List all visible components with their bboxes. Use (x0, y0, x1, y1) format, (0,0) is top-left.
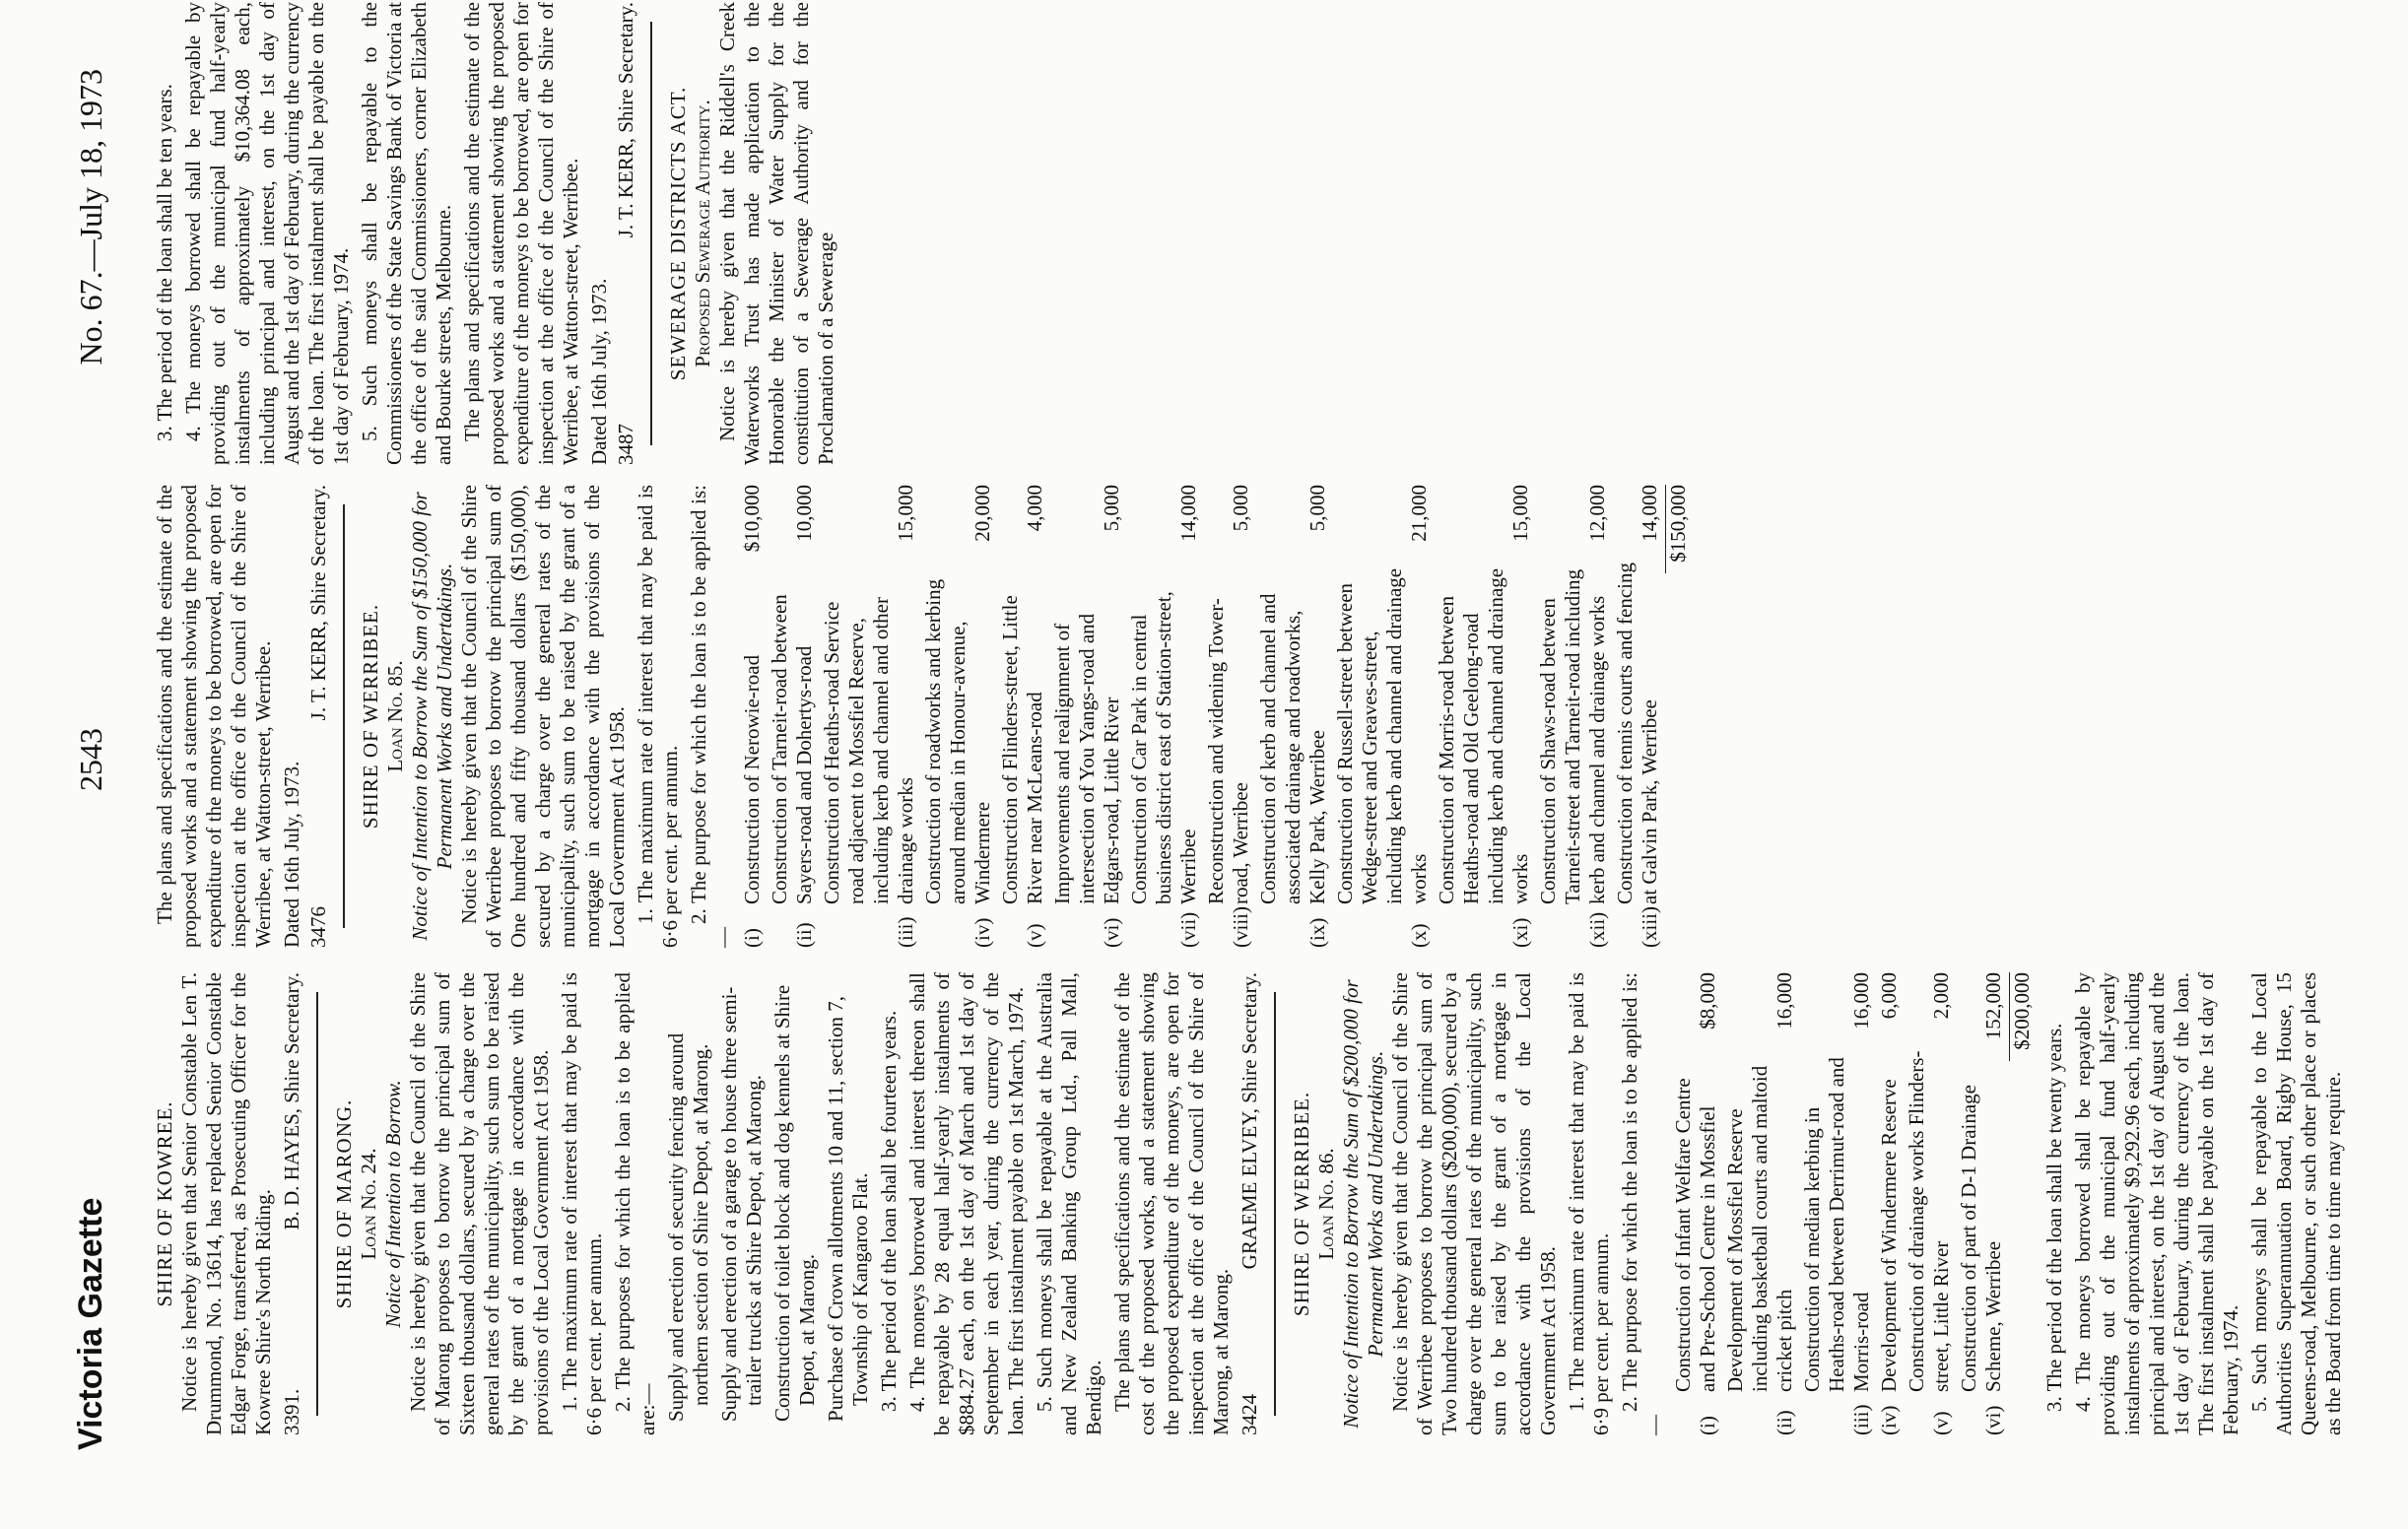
notice-marong (332, 972, 1262, 1435)
notice-para: 5. Such moneys shall be repayable to the Commissioners of the State Savings Bank of Victoria at the office of the said Commissioners, corner Elizabeth and Bourke streets, Melbourne. (358, 2, 455, 465)
notice-ref: 3487 (614, 424, 637, 465)
loan-item-amount: $8,000 (1696, 972, 1719, 1030)
loan-item (1333, 485, 1432, 948)
loan-total: $150,000 (1665, 485, 1691, 948)
loan-item-amount: $10,000 (740, 485, 764, 553)
loan-item-text: Construction of median kerbing in Heaths-road between Derrimut-road and Morris-road (1800, 1057, 1873, 1392)
loan-item (1723, 972, 1797, 1435)
loan-item (1800, 972, 1874, 1435)
signature-line (306, 485, 331, 948)
notice-para: The plans and specifications and the estimate of the proposed works and a statement showing the proposed expenditure of the moneys to be borrowed, are open for inspection at the office of the Council of the Shire of Werribee, at Watton-street, Werribee. (153, 485, 275, 948)
notice-werribee-85-continued (153, 2, 638, 465)
loan-item-number: (v) (1023, 923, 1046, 948)
notice-signature: J. T. KERR, Shire Secretary. (306, 485, 330, 721)
loan-item-text: Construction of Shaws-road between Tarneit-street and Tarneit-road including kerb and channel and drainage works (1536, 568, 1609, 904)
notice-signature: B. D. HAYES, Shire Secretary. (280, 972, 303, 1230)
notice-ref: 3391. (280, 1388, 303, 1435)
notice-heading: SHIRE OF MARONG. (332, 1098, 356, 1309)
notice-signature: GRAEME ELVEY, Shire Secretary. (1237, 972, 1261, 1270)
issue-date: No. 67.—July 18, 1973 (73, 69, 108, 366)
loan-item-text: Construction of roadworks and kerbing around median in Honour-avenue, Windermere (921, 578, 994, 904)
page-number: 2543 (73, 728, 108, 791)
notice-kowree (153, 972, 304, 1435)
loan-item (820, 485, 918, 948)
notice-body: Notice is hereby given that the Riddell's Creek Waterworks Trust has made application to the Honorable the Minister of Water Supply for the constitution of a Sewerage Authority and for the Proclamation of a Sewerage (715, 2, 837, 465)
notice-para: 4. The moneys borrowed shall be repayable by providing out of the municipal fund half-yearly instalments of approximately $9,292.96 each, including principal and interest, on the 1st day of August and the 1st day of February, during the currency of the loan. The first instalment shall be payable on the 1st day of February, 1974. (2071, 972, 2242, 1435)
loan-item (1204, 485, 1253, 948)
signature-line (614, 2, 638, 465)
loan-item-amount: 6,000 (1877, 972, 1901, 1020)
purpose-item: Purchase of Crown allotments 10 and 11, section 7, Township of Kangaroo Flat. (824, 996, 872, 1422)
loan-item-amount: 12,000 (1585, 485, 1609, 542)
loan-item (1127, 485, 1201, 948)
section-rule (650, 22, 652, 445)
loan-item-number: (iii) (894, 916, 917, 948)
loan-item-amount: 16,000 (1849, 972, 1873, 1030)
loan-item (1536, 485, 1610, 948)
loan-item (1435, 485, 1533, 948)
notice-body: Notice is hereby given that Senior Constable Len T. Drummond, No. 13614, has replaced Senior Constable Edgar Forge, transferred, as Prosecuting Officer for the Kowree Shire's North Riding. (177, 972, 275, 1435)
loan-item-amount: 5,000 (1100, 485, 1123, 532)
loan-item-number: (iv) (1877, 1405, 1901, 1435)
page-header (72, 69, 138, 1450)
notice-heading: SHIRE OF WERRIBEE. (1290, 1091, 1313, 1317)
loan-item-amount: 5,000 (1229, 485, 1252, 532)
loan-item (998, 485, 1047, 948)
notice-para: 3. The period of the loan shall be ten years. (153, 84, 176, 441)
loan-item-text: Construction of Morris-road between Heaths-road and Old Geelong-road including kerb and channel and drainage works (1435, 567, 1532, 904)
loan-item-amount: 5,000 (1305, 485, 1329, 532)
loan-item-number: (viii) (1229, 906, 1252, 948)
purpose-item: Supply and erection of a garage to house three semi-trailer trucks at Shire Depot, at Marong. (717, 986, 766, 1422)
loan-item (1050, 485, 1124, 948)
signature-line (280, 972, 304, 1435)
loan-item-text: Construction of Heaths-road Service road adjacent to Mossfiel Reserve, including kerb and channel and other drainage works (820, 597, 917, 904)
notice-para: 1. The maximum rate of interest that may be paid is 6·6 per cent. per annum. (558, 972, 606, 1435)
notice-para: 5. Such moneys shall be repayable to the Local Authorities Superannuation Board, Rigby House, 15 Queens-road, Melbourne, or such other place or places as the Board from time to time may require. (2247, 972, 2345, 1435)
column-3 (153, 2, 842, 465)
notice-werribee-86 (1290, 972, 2346, 1435)
loan-item (1613, 485, 1662, 948)
notice-para: 2. The purpose for which the loan is to be applied is:— (1618, 972, 1666, 1435)
notice-intro: Notice is hereby given that the Council of the Shire of Marong proposes to borrow the principal sum of Sixteen thousand dollars, secured by a charge over the general rates of the municipality, such sum to be raised by the grant of a mortgage in accordance with the provisions of the Local Government Act 1958. (406, 972, 553, 1435)
notice-para: 4. The moneys borrowed and interest thereon shall be repayable by 28 equal half-yearly instalments of $884.27 each, on the 1st day of March and 1st day of September in each year, during the currency of the loan. The first instalment payable on 1st March, 1974. (905, 972, 1028, 1435)
notice-intro: Notice is hereby given that the Council of the Shire of Werribee proposes to borrow the principal sum of Two hundred thousand dollars ($200,000), secured by a charge over the general rates of the municipality, such sum to be raised by the grant of a mortgage in accordance with the provisions of the Local Government Act 1958. (1388, 972, 1560, 1435)
signature-line (1237, 972, 1262, 1435)
loan-item-number: (i) (740, 928, 764, 948)
loan-item-amount: 14,000 (1638, 485, 1661, 542)
loan-item (768, 485, 817, 948)
loan-item-text: Construction of drainage works Flinders-street, Little River (1905, 1050, 1953, 1392)
loan-item-number: (ii) (792, 922, 816, 948)
notice-subheading: Notice of Intention to Borrow the Sum of $150,000 for Permanent Works and Undertakings. (408, 492, 456, 941)
loan-item-number: (iii) (1849, 1404, 1873, 1435)
loan-item-number: (i) (1696, 1416, 1719, 1435)
notice-para: 2. The purpose for which the loan is to be applied is:— (687, 485, 735, 948)
section-rule (316, 992, 318, 1416)
loan-item-text: Reconstruction and widening Tower-road, Werribee (1204, 598, 1252, 904)
loan-item (1957, 972, 2006, 1435)
notice-werribee-86-continued (153, 485, 331, 948)
notice-subheading: Notice of Intention to Borrow. (381, 1080, 405, 1328)
notice-signature: J. T. KERR, Shire Secretary. (614, 2, 637, 238)
loan-item-text: Improvements and realignment of intersection of You Yangs-road and Edgars-road, Little River (1050, 613, 1123, 904)
notice-para: 3. The period of the loan shall be twenty years. (2042, 1023, 2066, 1412)
loan-item (740, 485, 765, 948)
notice-para: 2. The purposes for which the loan is to be applied are:— (611, 972, 659, 1435)
loan-item-amount: 152,000 (1981, 972, 2005, 1040)
notice-intro: Notice is hereby given that the Council of the Shire of Werribee proposes to borrow the principal sum of One hundred and fifty thousand dollars ($150,000), secured by a charge over the general rates of the municipality, such sum to be raised by the grant of a mortgage in accordance with the provisions of the Local Government Act 1958. (457, 485, 629, 948)
gazette-title: Victoria Gazette (72, 1197, 109, 1450)
section-rule (343, 504, 345, 928)
notice-para: 3. The period of the loan shall be fourteen years. (877, 1010, 901, 1412)
notice-para: The plans and specifications and the estimate of the proposed works and a statement showing the proposed expenditure of the moneys to be borrowed, are open for inspection at the office of the Council of the Shire of Werribee, at Watton-street, Werribee. (460, 2, 582, 465)
loan-item-number: (vi) (1981, 1405, 2005, 1435)
loan-item-number: (xi) (1508, 917, 1532, 948)
notice-dated: Dated 16th July, 1973. (587, 278, 611, 465)
notice-ref: 3476 (306, 906, 330, 948)
purpose-item: Construction of toilet block and dog kennels at Shire Depot, at Marong. (770, 984, 819, 1422)
loan-item-number: (iv) (970, 917, 994, 948)
loan-item (921, 485, 995, 948)
notice-para: 5. Such moneys shall be repayable at the Australia and New Zealand Banking Group Ltd., Pall Mall, Bendigo. (1033, 972, 1105, 1435)
purpose-item: Supply and erection of security fencing around northern section of Shire Depot, at Marong. (664, 1032, 712, 1422)
loan-item-number: (ix) (1305, 917, 1329, 948)
loan-item (1905, 972, 1954, 1435)
loan-item-number: (xii) (1585, 911, 1609, 948)
loan-items-list (1671, 972, 2006, 1435)
loan-item-number: (v) (1929, 1411, 1953, 1435)
loan-item-text: Construction of Infant Welfare Centre and Pre-School Centre in Mossfiel (1671, 1078, 1719, 1392)
loan-item (1256, 485, 1330, 948)
loan-item-text: Construction of Tarneit-road between Sayers-road and Dohertys-road (768, 594, 816, 904)
notice-dated: Dated 16th July, 1973. (280, 761, 303, 948)
loan-item-text: Development of Mossfiel Reserve including basketball courts and maltoid cricket pitch (1723, 1065, 1796, 1392)
loan-number: Loan No. 86. (1314, 1148, 1338, 1260)
column-2 (153, 485, 1699, 948)
loan-item-amount: 4,000 (1023, 485, 1046, 532)
loan-item-number: (vii) (1176, 911, 1200, 948)
loan-item-text: Construction of Car Park in central business district east of Station-street, Werribee (1127, 591, 1200, 904)
loan-item-amount: 15,000 (1508, 485, 1532, 542)
loan-item-number: (x) (1407, 923, 1431, 948)
notice-sewerage (666, 2, 838, 465)
loan-item (1877, 972, 1902, 1435)
notice-para: 1. The maximum rate of interest that may be paid is 6·6 per cent. per annum. (634, 485, 682, 948)
loan-number: Loan No. 85. (383, 660, 407, 772)
loan-item-text: Construction of Flinders-street, Little River near McLeans-road (998, 595, 1046, 904)
section-rule (1274, 992, 1276, 1416)
column-1 (153, 972, 2350, 1435)
loan-item-text: Construction of tennis courts and fencing at Galvin Park, Werribee (1613, 562, 1661, 904)
notice-heading: SHIRE OF KOWREE. (153, 1100, 176, 1307)
notice-heading: SHIRE OF WERRIBEE. (359, 603, 382, 830)
loan-item-amount: 10,000 (792, 485, 816, 542)
loan-item-amount: 2,000 (1929, 972, 1953, 1020)
loan-item-amount: 15,000 (894, 485, 917, 542)
notice-subheading: Proposed Sewerage Authority. (691, 100, 714, 367)
notice-werribee-85 (359, 485, 1691, 948)
loan-item-amount: 14,000 (1176, 485, 1200, 542)
notice-para: The plans and specifications and the estimate of the cost of the proposed works, and a statement showing the proposed expenditure of the moneys, are open for inspection at the office of the Council of the Shire of Marong, at Marong. (1110, 972, 1233, 1435)
loan-number: Loan No. 24. (357, 1148, 380, 1260)
notice-para: 1. The maximum rate of interest that may be paid is 6·9 per cent. per annum. (1565, 972, 1613, 1435)
loan-item-text: Construction of part of D-1 Drainage Scheme, Werribee (1957, 1085, 2005, 1392)
loan-item-number: (ii) (1773, 1410, 1796, 1435)
loan-item (1671, 972, 1720, 1435)
loan-items-list (740, 485, 1662, 948)
loan-item-text: Construction of Nerowie-road (740, 654, 764, 904)
loan-item-amount: 16,000 (1773, 972, 1796, 1030)
notice-para: 4. The moneys borrowed shall be repayable by providing out of the municipal fund half-yearly instalments of approximately $10,364.08 each, including principal and interest, on the 1st day of August and the 1st day of February, during the currency of the loan. The first instalment shall be payable on the 1st day of February, 1974. (181, 2, 353, 465)
loan-item-number: (vi) (1100, 917, 1123, 948)
loan-item-amount: 20,000 (970, 485, 994, 542)
notice-ref: 3424 (1237, 1394, 1261, 1435)
loan-item-text: Development of Windermere Reserve (1877, 1079, 1901, 1392)
loan-item-amount: 21,000 (1407, 485, 1431, 542)
notice-heading: SEWERAGE DISTRICTS ACT. (666, 86, 690, 381)
loan-total: $200,000 (2009, 972, 2035, 1435)
loan-item-number: (xiii) (1638, 906, 1661, 948)
notice-subheading: Notice of Intention to Borrow the Sum of $200,000 for Permanent Works and Undertakings. (1339, 979, 1387, 1429)
loan-item-text: Construction of kerb and channel and associated drainage and roadworks, Kelly Park, Werribee (1256, 593, 1329, 904)
loan-item-text: Construction of Russell-street between Wedge-street and Greaves-street, including kerb and channel and drainage works (1333, 567, 1431, 904)
